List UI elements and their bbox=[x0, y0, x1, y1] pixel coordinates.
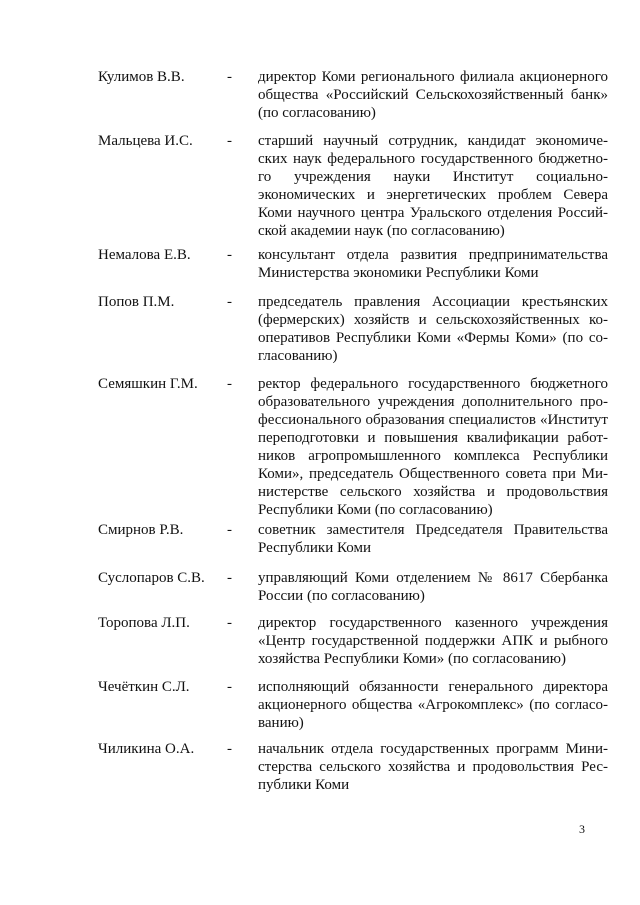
position-line: России (по согласованию) bbox=[258, 588, 425, 604]
position-line: директор Коми регионального филиала акционерного bbox=[258, 69, 608, 85]
member-position bbox=[258, 246, 608, 282]
position-line: Коми научного центра Уральского отделения Россий- bbox=[258, 205, 608, 221]
member-name: Семяшкин Г.М. bbox=[98, 376, 198, 392]
page-number: 3 bbox=[579, 822, 585, 836]
position-line: гласованию) bbox=[258, 348, 338, 364]
position-line: Республики Коми bbox=[258, 540, 371, 556]
member-position bbox=[258, 132, 608, 240]
position-line: ректор федерального государственного бюджетного bbox=[258, 376, 608, 392]
position-line: акционерного общества «Агрокомплекс» (по согласо- bbox=[258, 697, 608, 713]
position-line: Коми», председатель Общественного совета при Ми- bbox=[258, 466, 608, 482]
dash-separator: - bbox=[227, 69, 232, 85]
member-position bbox=[258, 614, 608, 668]
member-name: Немалова Е.В. bbox=[98, 247, 191, 263]
dash-separator: - bbox=[227, 376, 232, 392]
position-line: исполняющий обязанности генерального директора bbox=[258, 679, 608, 695]
position-line: переподготовки и повышения квалификации работ- bbox=[258, 430, 608, 446]
position-line: нистерстве сельского хозяйства и продовольствия bbox=[258, 484, 608, 500]
position-line: советник заместителя Председателя Правительства bbox=[258, 522, 608, 538]
position-line: директор государственного казенного учреждения bbox=[258, 615, 608, 631]
position-line: фессионального образования специалистов «Институт bbox=[258, 412, 608, 428]
member-position bbox=[258, 293, 608, 365]
member-name: Суслопаров С.В. bbox=[98, 570, 205, 586]
position-line: Республики Коми (по согласованию) bbox=[258, 502, 493, 518]
member-name: Торопова Л.П. bbox=[98, 615, 190, 631]
dash-separator: - bbox=[227, 294, 232, 310]
member-position bbox=[258, 569, 608, 605]
position-line: управляющий Коми отделением № 8617 Сбербанка bbox=[258, 570, 608, 586]
position-line: председатель правления Ассоциации крестьянских bbox=[258, 294, 608, 310]
position-line: консультант отдела развития предпринимательства bbox=[258, 247, 608, 263]
member-position bbox=[258, 740, 608, 794]
dash-separator: - bbox=[227, 522, 232, 538]
member-name: Кулимов В.В. bbox=[98, 69, 185, 85]
position-line: публики Коми bbox=[258, 777, 350, 793]
position-line: общества «Российский Сельскохозяйственный банк» bbox=[258, 87, 608, 103]
position-line: Министерства экономики Республики Коми bbox=[258, 265, 539, 281]
position-line: (фермерских) хозяйств и сельскохозяйственных ко- bbox=[258, 312, 608, 328]
member-name: Чиликина О.А. bbox=[98, 741, 195, 757]
member-position bbox=[258, 68, 608, 122]
member-position bbox=[258, 521, 608, 557]
member-position bbox=[258, 678, 608, 732]
position-line: старший научный сотрудник, кандидат экономиче- bbox=[258, 133, 608, 149]
position-line: ских наук федерального государственного бюджетно- bbox=[258, 151, 608, 167]
position-line: ской академии наук (по согласованию) bbox=[258, 223, 505, 239]
position-line: го учреждения науки Институт социально- bbox=[258, 169, 608, 185]
position-line: образовательного учреждения дополнительного про- bbox=[258, 394, 608, 410]
dash-separator: - bbox=[227, 679, 232, 695]
dash-separator: - bbox=[227, 570, 232, 586]
position-line: оперативов Республики Коми «Фермы Коми» (по со- bbox=[258, 330, 608, 346]
member-name: Смирнов Р.В. bbox=[98, 522, 184, 538]
dash-separator: - bbox=[227, 741, 232, 757]
member-name: Попов П.М. bbox=[98, 294, 175, 310]
dash-separator: - bbox=[227, 615, 232, 631]
position-line: «Центр государственной поддержки АПК и рыбного bbox=[258, 633, 608, 649]
position-line: экономических и энергетических проблем Севера bbox=[258, 187, 608, 203]
dash-separator: - bbox=[227, 133, 232, 149]
dash-separator: - bbox=[227, 247, 232, 263]
position-line: ников агропромышленного комплекса Республики bbox=[258, 448, 608, 464]
position-line: ванию) bbox=[258, 715, 304, 731]
member-name: Чечёткин С.Л. bbox=[98, 679, 190, 695]
member-position bbox=[258, 375, 608, 519]
position-line: стерства сельского хозяйства и продовольствия Рес- bbox=[258, 759, 608, 775]
position-line: (по согласованию) bbox=[258, 105, 376, 121]
position-line: хозяйства Республики Коми» (по согласованию) bbox=[258, 651, 566, 667]
member-name: Мальцева И.С. bbox=[98, 133, 193, 149]
position-line: начальник отдела государственных программ Мини- bbox=[258, 741, 608, 757]
